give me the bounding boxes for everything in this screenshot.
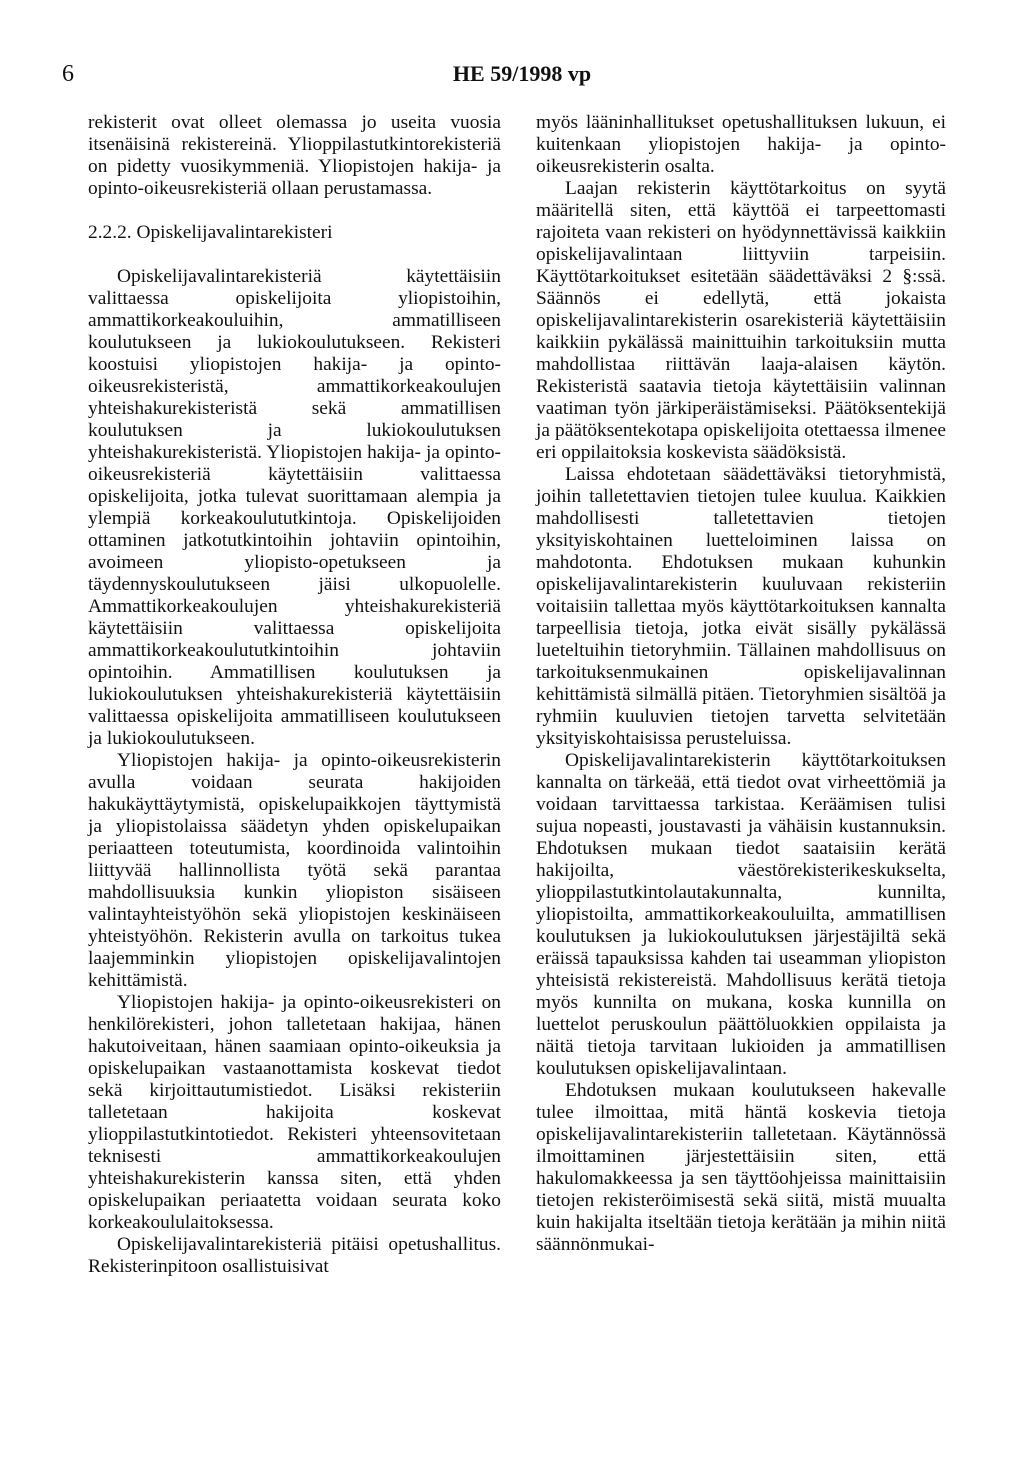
paragraph: Laissa ehdotetaan säädettäväksi tietoryhmistä, joihin talletettavien tietojen tulee kuulua. Kaikkien mahdollisesti talletettavien tietojen yksityiskohtainen luetteloiminen laissa on mahdotonta. Ehdotuksen mukaan kuhunkin opiskelijavalintarekisterin kuuluvaan rekisteriin voitaisiin tallettaa myös käyttötarkoituksen kannalta tarpeellisia tietoja, jotka eivät sisälly pykälässä lueteltuihin tietoryhmiin. Tällainen mahdollisuus on tarkoituksenmukainen opiskelijavalinnan kehittämistä silmällä pitäen. Tietoryhmien sisältöä ja ryhmiin kuuluvien tietojen tarvetta selvitetään yksityiskohtaisissa perusteluissa. [536,464,946,749]
left-column [88,112,501,1278]
paragraph: Yliopistojen hakija- ja opinto-oikeusrekisterin avulla voidaan seurata hakijoiden hakukäyttäytymistä, opiskelupaikkojen täyttymistä ja yliopistolaissa säädetyn yhden opiskelupaikan periaatteen toteutumista, koordinoida valintoihin liittyvää hallinnollista työtä sekä parantaa mahdollisuuksia kunkin yliopiston sisäiseen valintayhteistyöhön sekä yliopistojen keskinäiseen yhteistyöhön. Rekisterin avulla on tarkoitus tukea laajemminkin yliopistojen opiskelijavalintojen kehittämistä. [88,750,501,991]
paragraph: Opiskelijavalintarekisteriä käytettäisiin valittaessa opiskelijoita yliopistoihin, ammattikorkeakouluihin, ammatilliseen koulutukseen ja lukiokoulutukseen. Rekisteri koostuisi yliopistojen hakija- ja opinto-oikeusrekisteristä, ammattikorkeakoulujen yhteishakurekisteristä sekä ammatillisen koulutuksen ja lukiokoulutuksen yhteishakurekisteristä. Yliopistojen hakija- ja opinto-oikeusrekisteriä käytettäisiin valittaessa opiskelijoita, jotka tulevat suorittamaan alempia ja ylempiä korkeakoulututkintoja. Opiskelijoiden ottaminen jatkotutkintoihin johtaviin opintoihin, avoimeen yliopisto-opetukseen ja täydennyskoulutukseen jäisi ulkopuolelle. Ammattikorkeakoulujen yhteishakurekisteriä käytettäisiin valittaessa opiskelijoita ammattikorkeakoulututkintoihin johtaviin opintoihin. Ammatillisen koulutuksen ja lukiokoulutuksen yhteishakurekisteriä käytettäisiin valittaessa opiskelijoita ammatilliseen koulutukseen ja lukiokoulutukseen. [88,266,501,749]
right-column [536,112,946,1256]
document-title: HE 59/1998 vp [452,61,592,86]
page-number: 6 [62,61,74,87]
paragraph: Laajan rekisterin käyttötarkoitus on syytä määritellä siten, että käyttöä ei tarpeettomasti rajoiteta vaan rekisteri on hyödynnettävissä kaikkiin opiskelijavalintaan liittyviin tarpeisiin. Käyttötarkoitukset esitetään säädettäväksi 2 §:ssä. Säännös ei edellytä, että jokaista opiskelijavalintarekisterin osarekisteriä käytettäisiin kaikkiin pykälässä mainittuihin tarkoituksiin mutta mahdollistaa riittävän laaja-alaisen käytön. Rekisteristä saatavia tietoja käytettäisiin valinnan vaatiman työn järkiperäistämiseksi. Päätöksentekijä ja päätöksentekotapa opiskelijoita otettaessa ilmenee eri oppilaitoksia koskevista säädöksistä. [536,178,946,463]
paragraph-intro-right: myös lääninhallitukset opetushallituksen lukuun, ei kuitenkaan yliopistojen hakija- ja opinto-oikeusrekisterin osalta. [536,112,946,177]
section-heading: 2.2.2. Opiskelijavalintarekisteri [88,222,333,243]
paragraph: Opiskelijavalintarekisteriä pitäisi opetushallitus. Rekisterinpitoon osallistuisivat [88,1234,501,1277]
paragraph: Ehdotuksen mukaan koulutukseen hakevalle tulee ilmoittaa, mitä häntä koskevia tietoja opiskelijavalintarekisteriin talletetaan. Käytännössä ilmoittaminen järjestettäisiin siten, että hakulomakkeessa ja sen täyttöohjeissa mainittaisiin tietojen rekisteröimisestä sekä siitä, mistä muualta kuin hakijalta itseltään tietoja kerätään ja mihin niitä säännönmukai- [536,1080,946,1255]
paragraph: Opiskelijavalintarekisterin käyttötarkoituksen kannalta on tärkeää, että tiedot ovat virheettömiä ja voidaan tarvittaessa tarkistaa. Keräämisen tulisi sujua nopeasti, joustavasti ja vähäisin kustannuksin. Ehdotuksen mukaan tiedot saataisiin kerätä hakijoilta, väestörekisterikeskukselta, ylioppilastutkintolautakunnalta, kunnilta, yliopistoilta, ammattikorkeakouluilta, ammatillisen koulutuksen ja lukiokoulutuksen järjestäjiltä sekä eräissä tapauksissa kahden tai useamman yliopiston yhteisistä rekistereistä. Mahdollisuus kerätä tietoja myös kunnilta on mukana, koska kunnilla on luettelot peruskoulun päättöluokkien oppilaista ja näitä tietoja tarvitaan lukioiden ja ammatillisen koulutuksen opiskelijavalintaan. [536,750,946,1079]
paragraph: Yliopistojen hakija- ja opinto-oikeusrekisteri on henkilörekisteri, johon talletetaan hakijaa, hänen hakutoiveitaan, hänen saamiaan opinto-oikeuksia ja opiskelupaikan vastaanottamista koskevat tiedot sekä kirjoittautumistiedot. Lisäksi rekisteriin talletetaan hakijoita koskevat ylioppilastutkintotiedot. Rekisteri yhteensovitetaan teknisesti ammattikorkeakoulujen yhteishakurekisterin kanssa siten, että yhden opiskelupaikan periaatetta voidaan seurata koko korkeakoululaitoksessa. [88,992,501,1233]
paragraph-intro-left: rekisterit ovat olleet olemassa jo useita vuosia itsenäisinä rekistereinä. Ylioppilastutkintorekisteriä on pidetty vuosikymmeniä. Yliopistojen hakija- ja opinto-oikeusrekisteriä ollaan perustamassa. [88,112,501,199]
